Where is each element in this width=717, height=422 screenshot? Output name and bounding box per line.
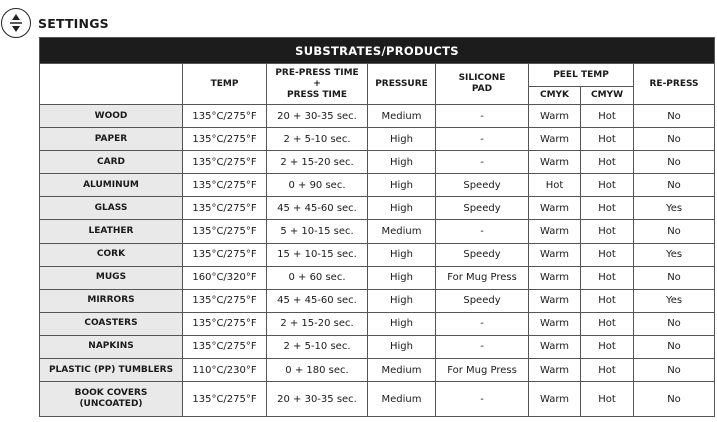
silicone-cell: For Mug Press: [436, 266, 529, 289]
silicone-cell: Speedy: [436, 289, 529, 312]
pressure-cell: High: [368, 197, 436, 220]
temp-cell: 135°C/275°F: [183, 335, 267, 358]
time-cell: 20 + 30-35 sec.: [267, 382, 368, 417]
substrate-cell: MUGS: [40, 266, 183, 289]
substrate-cell: [40, 382, 183, 417]
cmyk-cell: Warm: [529, 382, 581, 417]
temp-column-header: TEMP: [183, 64, 267, 105]
cmyw-cell: Hot: [581, 128, 634, 151]
temp-cell: 135°C/275°F: [183, 289, 267, 312]
cmyk-cell: Warm: [529, 243, 581, 266]
silicone-header-line1: SILICONE: [458, 73, 506, 83]
substrates-table: [39, 37, 715, 417]
silicone-cell: -: [436, 335, 529, 358]
cmyw-cell: Hot: [581, 382, 634, 417]
prepress-header-line1: PRE-PRESS TIME: [275, 67, 359, 78]
repress-cell: Yes: [634, 289, 715, 312]
table-row: [40, 151, 715, 174]
silicone-cell: -: [436, 105, 529, 128]
cmyw-cell: Hot: [581, 266, 634, 289]
pressure-cell: High: [368, 128, 436, 151]
time-cell: 2 + 5-10 sec.: [267, 335, 368, 358]
substrate-cell: MIRRORS: [40, 289, 183, 312]
table-row: [40, 243, 715, 266]
silicone-cell: Speedy: [436, 197, 529, 220]
temp-cell: 135°C/275°F: [183, 174, 267, 197]
cmyw-column-header: CMYW: [581, 87, 634, 105]
substrate-cell: PLASTIC (PP) TUMBLERS: [40, 359, 183, 382]
cmyk-cell: Warm: [529, 128, 581, 151]
repress-cell: No: [634, 266, 715, 289]
time-cell: 45 + 45-60 sec.: [267, 197, 368, 220]
substrate-cell: COASTERS: [40, 312, 183, 335]
substrate-cell: WOOD: [40, 105, 183, 128]
substrate-cell: CARD: [40, 151, 183, 174]
table-row: [40, 128, 715, 151]
repress-cell: No: [634, 105, 715, 128]
repress-cell: No: [634, 128, 715, 151]
silicone-cell: -: [436, 151, 529, 174]
prepress-header-plus: +: [313, 78, 321, 89]
time-cell: 2 + 5-10 sec.: [267, 128, 368, 151]
repress-column-header: RE-PRESS: [634, 64, 715, 105]
table-row: [40, 197, 715, 220]
time-cell: 45 + 45-60 sec.: [267, 289, 368, 312]
silicone-column-header: [436, 64, 529, 105]
substrate-column-header: [40, 64, 183, 105]
substrate-cell: LEATHER: [40, 220, 183, 243]
prepress-header-line2: PRESS TIME: [287, 89, 347, 100]
pressure-cell: Medium: [368, 359, 436, 382]
cmyk-cell: Hot: [529, 174, 581, 197]
substrate-line2: (UNCOATED): [79, 399, 143, 410]
time-cell: 0 + 60 sec.: [267, 266, 368, 289]
cmyw-cell: Hot: [581, 359, 634, 382]
substrate-cell: ALUMINUM: [40, 174, 183, 197]
cmyw-cell: Hot: [581, 197, 634, 220]
cmyk-cell: Warm: [529, 359, 581, 382]
settings-title: SETTINGS: [38, 15, 109, 31]
time-cell: 20 + 30-35 sec.: [267, 105, 368, 128]
table-row: [40, 359, 715, 382]
repress-cell: Yes: [634, 243, 715, 266]
cmyk-cell: Warm: [529, 197, 581, 220]
cmyw-cell: Hot: [581, 243, 634, 266]
cmyk-cell: Warm: [529, 220, 581, 243]
settings-header: [0, 7, 109, 39]
table-row: [40, 312, 715, 335]
table-row: [40, 289, 715, 312]
temp-cell: 160°C/320°F: [183, 266, 267, 289]
cmyw-cell: Hot: [581, 105, 634, 128]
table-row: [40, 220, 715, 243]
cmyk-cell: Warm: [529, 335, 581, 358]
repress-cell: No: [634, 312, 715, 335]
silicone-cell: -: [436, 382, 529, 417]
repress-cell: No: [634, 151, 715, 174]
cmyk-cell: Warm: [529, 105, 581, 128]
temp-cell: 135°C/275°F: [183, 382, 267, 417]
table-title: SUBSTRATES/PRODUCTS: [40, 38, 715, 64]
substrate-cell: NAPKINS: [40, 335, 183, 358]
table-row: [40, 105, 715, 128]
pressure-cell: High: [368, 151, 436, 174]
table-row: [40, 335, 715, 358]
pressure-cell: High: [368, 174, 436, 197]
substrate-cell: GLASS: [40, 197, 183, 220]
cmyk-cell: Warm: [529, 312, 581, 335]
pressure-cell: High: [368, 289, 436, 312]
pressure-column-header: PRESSURE: [368, 64, 436, 105]
cmyw-cell: Hot: [581, 151, 634, 174]
table-title-row: [40, 38, 715, 64]
silicone-header-line2: PAD: [471, 84, 493, 94]
time-cell: 2 + 15-20 sec.: [267, 312, 368, 335]
cmyw-cell: Hot: [581, 289, 634, 312]
cmyk-cell: Warm: [529, 151, 581, 174]
silicone-cell: For Mug Press: [436, 359, 529, 382]
temp-cell: 135°C/275°F: [183, 243, 267, 266]
temp-cell: 110°C/230°F: [183, 359, 267, 382]
time-cell: 0 + 90 sec.: [267, 174, 368, 197]
cmyw-cell: Hot: [581, 335, 634, 358]
temp-cell: 135°C/275°F: [183, 220, 267, 243]
pressure-cell: Medium: [368, 105, 436, 128]
time-cell: 2 + 15-20 sec.: [267, 151, 368, 174]
up-down-arrows-icon: [1, 8, 31, 38]
repress-cell: No: [634, 174, 715, 197]
silicone-cell: -: [436, 128, 529, 151]
cmyk-column-header: CMYK: [529, 87, 581, 105]
repress-cell: No: [634, 359, 715, 382]
temp-cell: 135°C/275°F: [183, 105, 267, 128]
pressure-cell: High: [368, 335, 436, 358]
up-down-arrows-graphic: [8, 12, 24, 34]
substrate-cell: CORK: [40, 243, 183, 266]
silicone-cell: Speedy: [436, 243, 529, 266]
cmyw-cell: Hot: [581, 174, 634, 197]
time-cell: 0 + 180 sec.: [267, 359, 368, 382]
temp-cell: 135°C/275°F: [183, 151, 267, 174]
table-row: [40, 174, 715, 197]
pressure-cell: High: [368, 266, 436, 289]
column-header-row: [40, 64, 715, 87]
table-row: [40, 266, 715, 289]
temp-cell: 135°C/275°F: [183, 128, 267, 151]
cmyk-cell: Warm: [529, 266, 581, 289]
time-cell: 15 + 10-15 sec.: [267, 243, 368, 266]
table-row: [40, 382, 715, 417]
pressure-cell: High: [368, 312, 436, 335]
substrate-line1: BOOK COVERS: [74, 388, 148, 399]
cmyw-cell: Hot: [581, 220, 634, 243]
pressure-cell: Medium: [368, 220, 436, 243]
repress-cell: No: [634, 335, 715, 358]
peel-temp-column-header: PEEL TEMP: [529, 64, 634, 87]
temp-cell: 135°C/275°F: [183, 312, 267, 335]
silicone-cell: -: [436, 312, 529, 335]
substrate-cell: PAPER: [40, 128, 183, 151]
repress-cell: No: [634, 382, 715, 417]
repress-cell: Yes: [634, 197, 715, 220]
cmyk-cell: Warm: [529, 289, 581, 312]
cmyw-cell: Hot: [581, 312, 634, 335]
prepress-column-header: [267, 64, 368, 105]
silicone-cell: -: [436, 220, 529, 243]
silicone-cell: Speedy: [436, 174, 529, 197]
repress-cell: No: [634, 220, 715, 243]
pressure-cell: High: [368, 243, 436, 266]
pressure-cell: Medium: [368, 382, 436, 417]
temp-cell: 135°C/275°F: [183, 197, 267, 220]
time-cell: 5 + 10-15 sec.: [267, 220, 368, 243]
